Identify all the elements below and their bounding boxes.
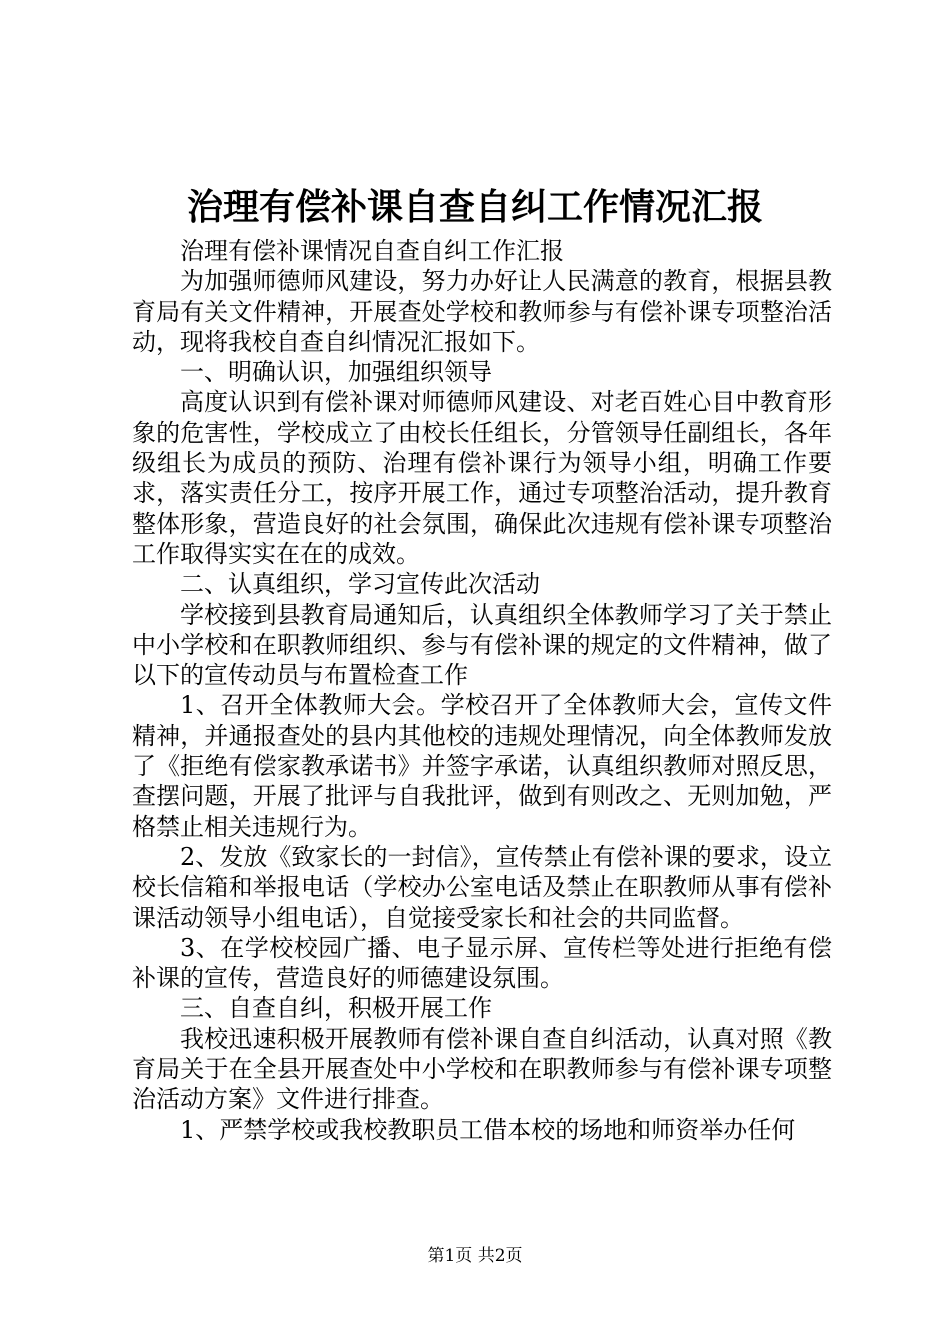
list-item-2-1: 1、召开全体教师大会。学校召开了全体教师大会，宣传文件精神，并通报查处的县内其他校的违规处理情况，向全体教师发放了《拒绝有偿家教承诺书》并签字承诺，认真组织教师对照反思，查摆问题，开展了批评与自我批评，做到有则改之、无则加勉，严格禁止相关违规行为。: [132, 691, 832, 841]
list-item-3-1: 1、严禁学校或我校教职员工借本校的场地和师资举办任何: [180, 1115, 796, 1144]
document-body: [132, 236, 832, 1145]
paragraph-section-2: 学校接到县教育局通知后，认真组织全体教师学习了关于禁止中小学校和在职教师组织、参与有偿补课的规定的文件精神，做了以下的宣传动员与布置检查工作: [132, 600, 832, 690]
paragraph-section-3: 我校迅速积极开展教师有偿补课自查自纠活动，认真对照《教育局关于在全县开展查处中小学校和在职教师参与有偿补课专项整治活动方案》文件进行排查。: [132, 1024, 832, 1114]
list-item-2-3: 3、在学校校园广播、电子显示屏、宣传栏等处进行拒绝有偿补课的宣传，营造良好的师德建设氛围。: [132, 933, 832, 993]
paragraph-section-1: 高度认识到有偿补课对师德师风建设、对老百姓心目中教育形象的危害性，学校成立了由校长任组长，分管领导任副组长，各年级组长为成员的预防、治理有偿补课行为领导小组，明确工作要求，落实责任分工，按序开展工作，通过专项整治活动，提升教育整体形象，营造良好的社会氛围，确保此次违规有偿补课专项整治工作取得实实在在的成效。: [132, 388, 832, 568]
page-number-footer: 第1页 共2页: [427, 1246, 523, 1266]
paragraph-subtitle: 治理有偿补课情况自查自纠工作汇报: [180, 237, 564, 265]
section-heading-2: 二、认真组织，学习宣传此次活动: [180, 570, 540, 599]
section-heading-3: 三、自查自纠，积极开展工作: [180, 994, 492, 1023]
paragraph-intro: 为加强师德师风建设，努力办好让人民满意的教育，根据县教育局有关文件精神，开展查处学校和教师参与有偿补课专项整治活动，现将我校自查自纠情况汇报如下。: [132, 267, 832, 356]
list-item-2-2: 2、发放《致家长的一封信》，宣传禁止有偿补课的要求，设立校长信箱和举报电话（学校办公室电话及禁止在职教师从事有偿补课活动领导小组电话），自觉接受家长和社会的共同监督。: [132, 842, 832, 932]
document-title: 治理有偿补课自查自纠工作情况汇报: [186, 186, 763, 228]
section-heading-1: 一、明确认识，加强组织领导: [180, 358, 492, 387]
